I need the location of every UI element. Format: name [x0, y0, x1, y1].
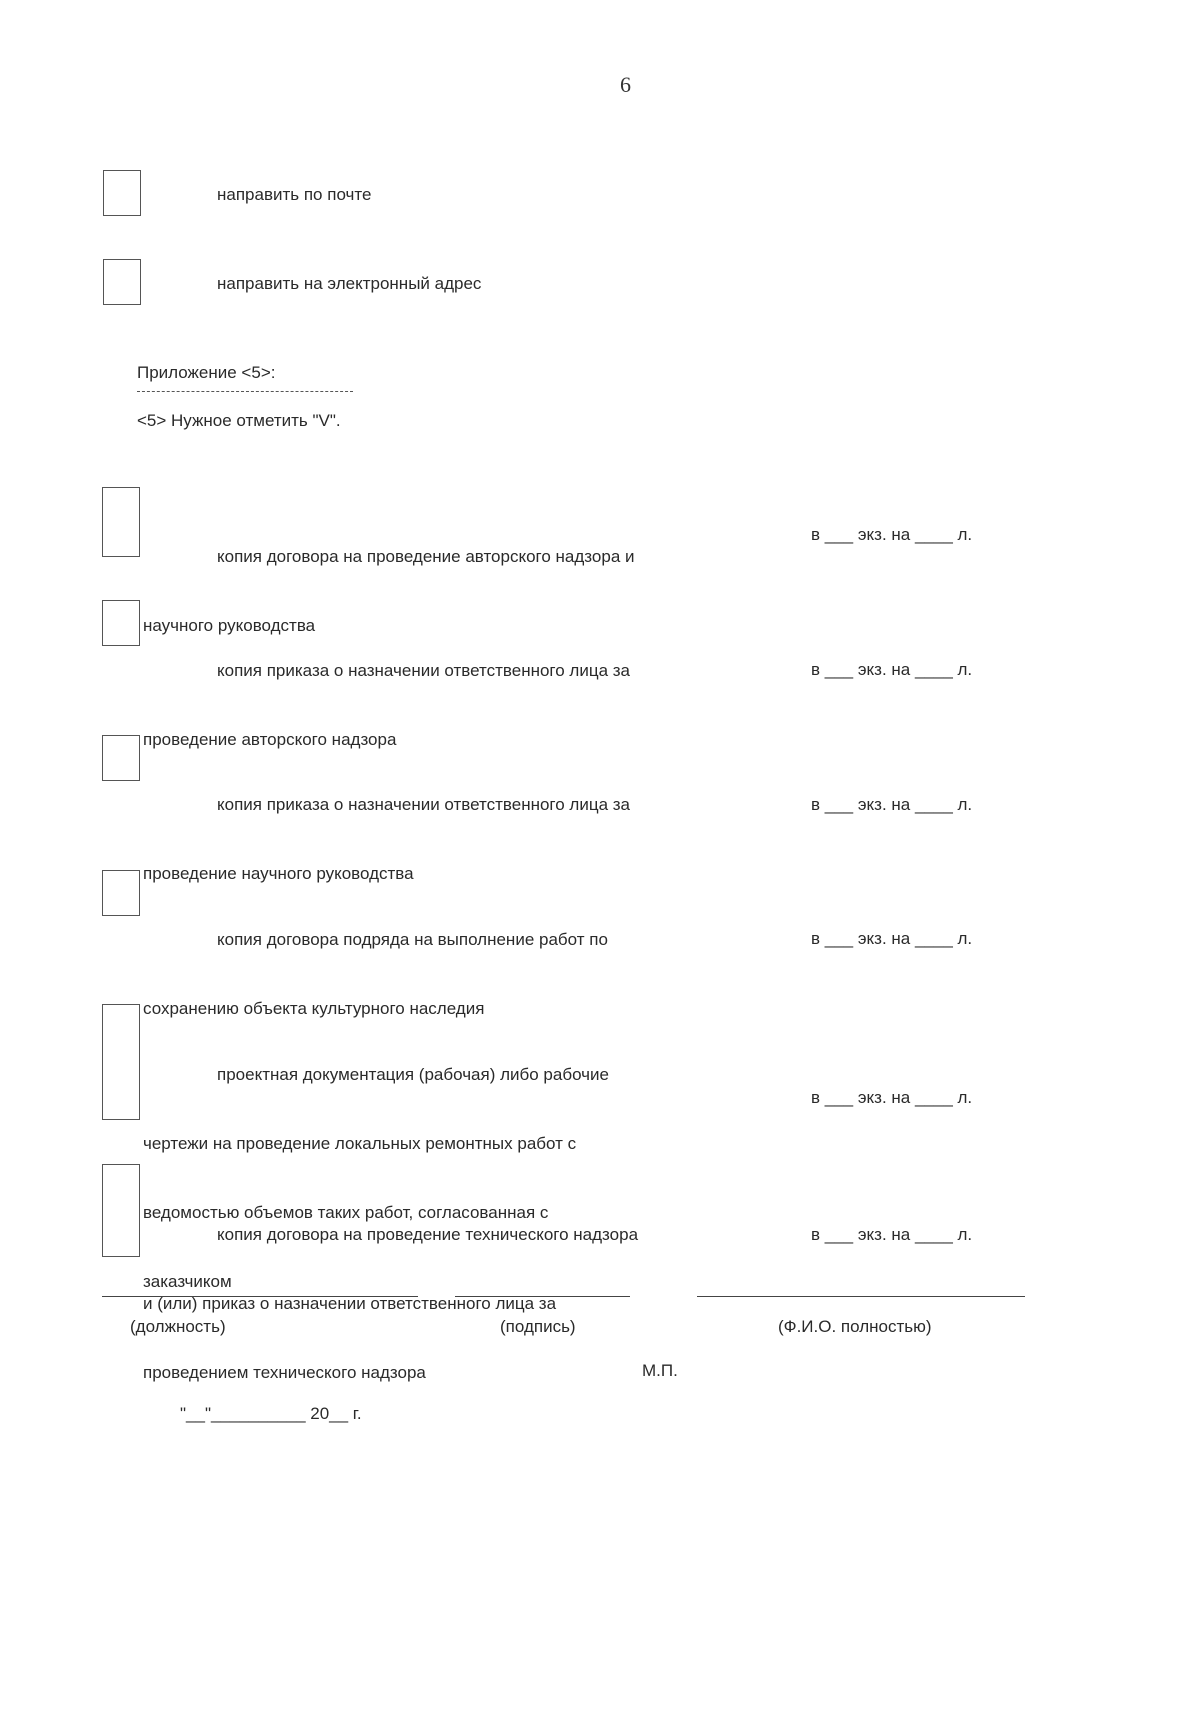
sign-signature-line[interactable] — [455, 1296, 630, 1297]
position-signature-line[interactable] — [102, 1296, 418, 1297]
item-copies: в ___ экз. на ____ л. — [811, 795, 973, 814]
item-text — [143, 1177, 638, 1407]
item-line: ведомостью объемов таких работ, согласованная с — [143, 1203, 549, 1222]
mail-checkbox[interactable] — [103, 170, 141, 216]
item-line: научного руководства — [143, 616, 316, 635]
item-copies: в ___ экз. на ____ л. — [811, 525, 973, 544]
item-line: и (или) приказ о назначении ответственного лица за — [143, 1294, 557, 1313]
item-line: проектная документация (рабочая) либо рабочие — [217, 1065, 609, 1084]
footnote-separator — [137, 391, 353, 392]
email-option-label: направить на электронный адрес — [217, 274, 482, 293]
item-line: копия договора на проведение авторского надзора и — [217, 547, 635, 566]
date-field: "__"__________ 20__ г. — [180, 1404, 362, 1423]
item-line: проведением технического надзора — [143, 1363, 426, 1382]
email-checkbox[interactable] — [103, 259, 141, 305]
item-copies: в ___ экз. на ____ л. — [811, 929, 973, 948]
item-checkbox[interactable] — [102, 1004, 140, 1120]
item-copies: в ___ экз. на ____ л. — [811, 1225, 973, 1244]
item-copies: в ___ экз. на ____ л. — [811, 660, 973, 679]
item-checkbox[interactable] — [102, 735, 140, 781]
item-line: копия договора подряда на выполнение работ по — [217, 930, 608, 949]
item-line: копия приказа о назначении ответственного лица за — [217, 661, 631, 680]
item-line: заказчиком — [143, 1272, 232, 1291]
item-checkbox[interactable] — [102, 600, 140, 646]
sign-caption: (подпись) — [500, 1317, 576, 1336]
position-caption: (должность) — [130, 1317, 226, 1336]
item-line: чертежи на проведение локальных ремонтных работ с — [143, 1134, 577, 1153]
item-checkbox[interactable] — [102, 1164, 140, 1257]
item-line: копия договора на проведение технического надзора — [217, 1225, 639, 1244]
page-number: 6 — [620, 72, 631, 97]
item-checkbox[interactable] — [102, 870, 140, 916]
fullname-signature-line[interactable] — [697, 1296, 1025, 1297]
item-line: сохранению объекта культурного наследия — [143, 999, 485, 1018]
mail-option-label: направить по почте — [217, 185, 372, 204]
appendix-footnote: <5> Нужное отметить "V". — [137, 411, 341, 430]
appendix-title: Приложение <5>: — [137, 363, 276, 382]
item-checkbox[interactable] — [102, 487, 140, 557]
fullname-caption: (Ф.И.О. полностью) — [778, 1317, 932, 1336]
stamp-placeholder: М.П. — [642, 1361, 678, 1380]
item-line: проведение авторского надзора — [143, 730, 397, 749]
item-copies: в ___ экз. на ____ л. — [811, 1088, 973, 1107]
item-line: копия приказа о назначении ответственного лица за — [217, 795, 631, 814]
item-line: проведение научного руководства — [143, 864, 414, 883]
